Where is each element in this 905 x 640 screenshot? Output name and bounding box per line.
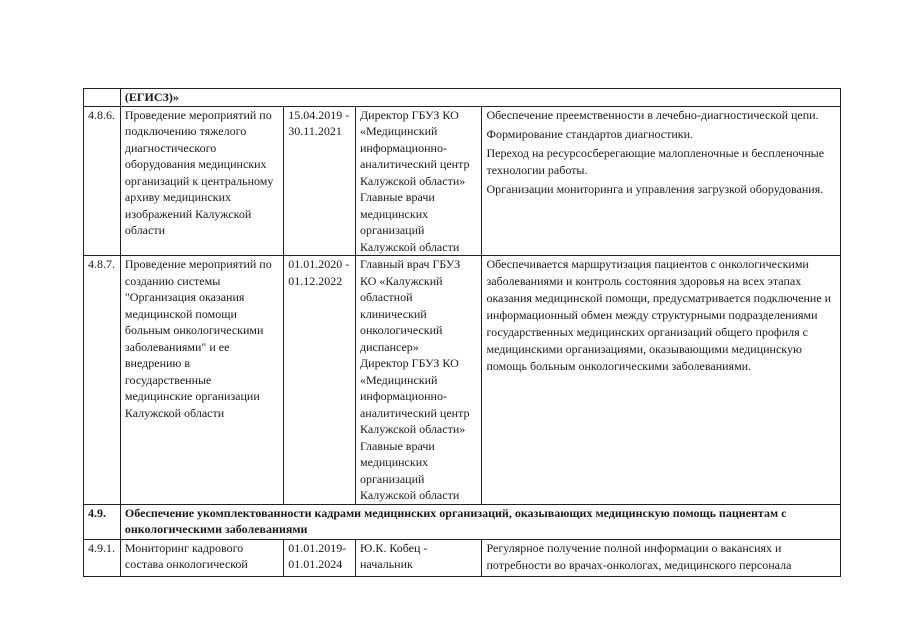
section-number: 4.9. <box>84 504 121 539</box>
continuation-text: (ЕГИСЗ)» <box>120 89 840 107</box>
expected-result: Регулярное получение полной информации о вакансиях и потребности во врачах-онкологах, медицинского персонала <box>482 539 841 576</box>
measure-dates: 01.01.2019- 01.01.2024 <box>284 539 356 576</box>
table-row-continuation <box>84 89 841 107</box>
table-row <box>84 256 841 505</box>
responsible: Главный врач ГБУЗ КО «Калужский областной клинический онкологический диспансер» Директор ГБУЗ КО «Медицинский информационно- аналитический центр Калужской области» Главные врачи медицинских организаций Калужской области <box>355 256 482 505</box>
responsible: Ю.К. Кобец - начальник <box>355 539 482 576</box>
expected-result: Обеспечивается маршрутизация пациентов с онкологическими заболеваниями и контроль состояния здоровья на всех этапах оказания медицинской помощи, предусматривается подключение и информационный обмен между структурными подразделениями государственных медицинских организаций общего профиля с медицинскими организациями, оказывающими медицинскую помощь больным онкологическими заболеваниями. <box>482 256 841 505</box>
measures-table <box>83 88 841 577</box>
cell-empty <box>84 89 121 107</box>
table-row <box>84 106 841 256</box>
responsible: Директор ГБУЗ КО «Медицинский информационно- аналитический центр Калужской области» Главные врачи медицинских организаций Калужской области <box>355 106 482 256</box>
row-number: 4.8.7. <box>84 256 121 505</box>
table-row <box>84 539 841 576</box>
measure-dates: 15.04.2019 - 30.11.2021 <box>284 106 356 256</box>
row-number: 4.8.6. <box>84 106 121 256</box>
section-header-row <box>84 504 841 539</box>
expected-result: Обеспечение преемственности в лечебно-диагностической цепи. Формирование стандартов диагностики. Переход на ресурсосберегающие малопленочные и беспленочные технологии работы. Организации мониторинга и управления загрузкой оборудования. <box>482 106 841 256</box>
measure-name: Мониторинг кадрового состава онкологической <box>120 539 283 576</box>
row-number: 4.9.1. <box>84 539 121 576</box>
measure-dates: 01.01.2020 - 01.12.2022 <box>284 256 356 505</box>
measure-name: Проведение мероприятий по подключению тяжелого диагностического оборудования медицинских организаций к центральному архиву медицинских изображений Калужской области <box>120 106 283 256</box>
section-title: Обеспечение укомплектованности кадрами медицинских организаций, оказывающих медицинскую помощь пациентам с онкологическими заболеваниями <box>120 504 840 539</box>
measure-name: Проведение мероприятий по созданию системы "Организация оказания медицинской помощи больным онкологическими заболеваниями" и ее внедрению в государственные медицинские организации Калужской области <box>120 256 283 505</box>
